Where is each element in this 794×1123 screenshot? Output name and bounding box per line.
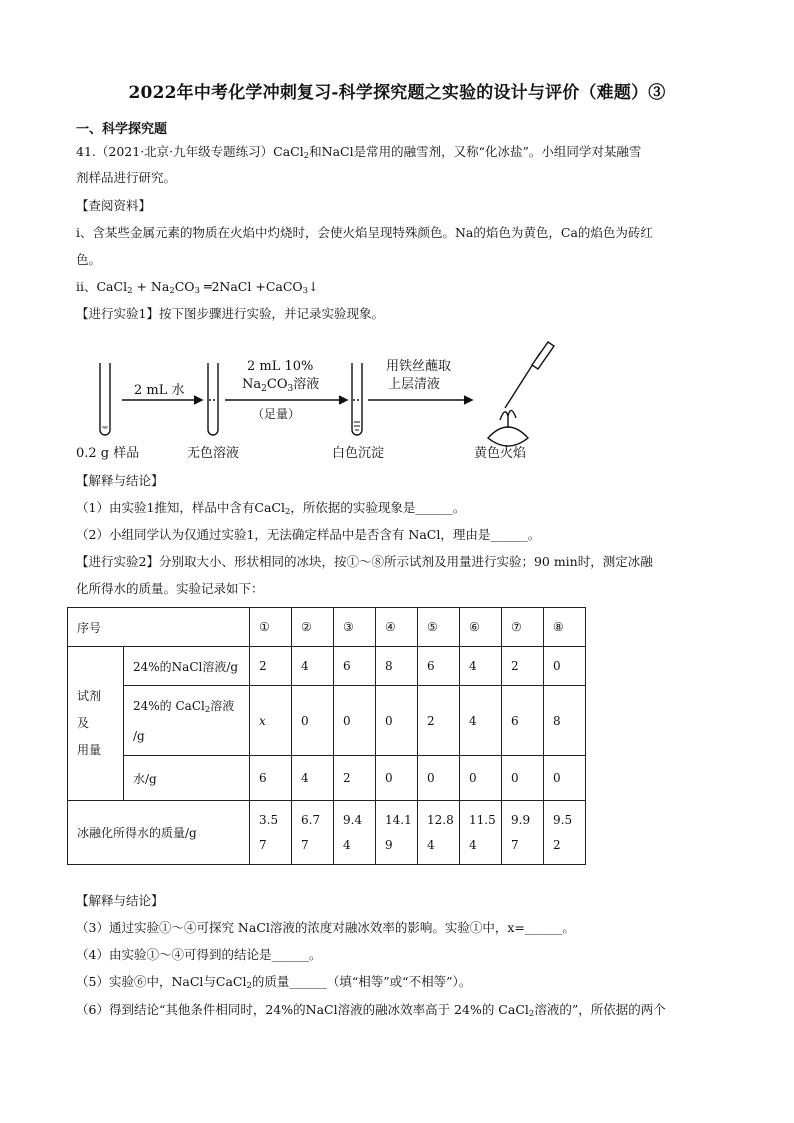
table-cell: 4 bbox=[292, 756, 334, 801]
step3-label-line1: 用铁丝蘸取 bbox=[386, 359, 452, 374]
question-2: （2）小组同学认为仅通过实验1，无法确定样品中是否含有 NaCl，理由是______。 bbox=[76, 527, 541, 542]
table-cell: 9.4 4 bbox=[334, 801, 376, 865]
table-row-result bbox=[68, 801, 586, 865]
col-3: ③ bbox=[334, 608, 376, 647]
test-tube-2 bbox=[208, 363, 218, 435]
reference-i-line1: i、含某些金属元素的物质在火焰中灼烧时，会使火焰呈现特殊颜色。Na的焰色为黄色，Ca的焰色为砖红 bbox=[76, 225, 653, 240]
table-cell: 9.5 2 bbox=[544, 801, 586, 865]
table-cell: 4 bbox=[292, 647, 334, 686]
table-cell: 0 bbox=[460, 756, 502, 801]
question-3: （3）通过实验①～④可探究 NaCl溶液的浓度对融冰效率的影响。实验①中，x=______。 bbox=[76, 920, 575, 935]
step2-label-line1: 2 mL 10% bbox=[247, 359, 314, 374]
table-cell: 11.5 4 bbox=[460, 801, 502, 865]
header-label: 序号 bbox=[68, 608, 250, 647]
table-cell: 0 bbox=[292, 686, 334, 756]
step2-label-line2: $Na_2CO_3$溶液 bbox=[242, 377, 320, 394]
reference-i-line2: 色。 bbox=[76, 252, 102, 267]
table-header-row bbox=[68, 608, 586, 647]
table-cell: 2 bbox=[334, 756, 376, 801]
table-cell: 6.7 7 bbox=[292, 801, 334, 865]
table-cell: 0 bbox=[418, 756, 460, 801]
question-4: （4）由实验①～④可得到的结论是______。 bbox=[76, 947, 322, 962]
table-cell: 0 bbox=[376, 756, 418, 801]
table-cell: 0 bbox=[334, 686, 376, 756]
analysis-2-heading: 【解释与结论】 bbox=[76, 893, 164, 908]
table-row-nacl bbox=[68, 647, 586, 686]
col-7: ⑦ bbox=[502, 608, 544, 647]
row-water-label: 水/g bbox=[124, 756, 250, 801]
table-cell: 2 bbox=[502, 647, 544, 686]
question-5: （5）实验⑥中，NaCl与CaCl$_2$的质量______（填“相等”或“不相等”）。 bbox=[76, 974, 472, 991]
caption-colorless-solution: 无色溶液 bbox=[187, 446, 240, 461]
question-41-line1: 41.（2021·北京·九年级专题练习）CaCl$_2$和NaCl是常用的融雪剂，又称“化冰盐”。小组同学对某融雪 bbox=[76, 144, 642, 161]
table-cell: 4 bbox=[460, 686, 502, 756]
table-cell: 2 bbox=[418, 686, 460, 756]
row-nacl-label: 24%的NaCl溶液/g bbox=[124, 647, 250, 686]
test-tube-1 bbox=[100, 363, 110, 435]
section-heading: 一、科学探究题 bbox=[76, 122, 168, 137]
table-cell: 12.8 4 bbox=[418, 801, 460, 865]
table-cell: 4 bbox=[460, 647, 502, 686]
table-cell: 6 bbox=[334, 647, 376, 686]
table-row-water bbox=[68, 756, 586, 801]
experiment-table bbox=[67, 607, 586, 865]
col-8: ⑧ bbox=[544, 608, 586, 647]
page-title: 2022年中考化学冲刺复习-科学探究题之实验的设计与评价（难题）③ bbox=[128, 83, 666, 103]
table-cell: 6 bbox=[418, 647, 460, 686]
experiment-1-heading: 【进行实验1】按下图步骤进行实验，并记录实验现象。 bbox=[76, 306, 384, 321]
row-cacl2-label: 24%的 CaCl$_2$溶液 /g bbox=[124, 686, 250, 756]
caption-sample: 0.2 g 样品 bbox=[76, 446, 140, 461]
step1-label: 2 mL 水 bbox=[134, 383, 185, 398]
question-6: （6）得到结论“其他条件相同时，24%的NaCl溶液的融冰效率高于 24%的 CaCl$_2$溶液的”，所依据的两个 bbox=[76, 1002, 666, 1019]
test-tube-3 bbox=[352, 363, 362, 435]
table-cell: 2 bbox=[250, 647, 292, 686]
table-cell: 0 bbox=[544, 647, 586, 686]
alcohol-lamp-icon bbox=[488, 427, 528, 446]
table-cell: 0 bbox=[376, 686, 418, 756]
table-cell: 6 bbox=[502, 686, 544, 756]
table-cell: 8 bbox=[376, 647, 418, 686]
col-5: ⑤ bbox=[418, 608, 460, 647]
step3-label-line2: 上层清液 bbox=[388, 377, 441, 392]
question-41-line2: 剂样品进行研究。 bbox=[76, 170, 177, 185]
col-6: ⑥ bbox=[460, 608, 502, 647]
table-row-cacl2 bbox=[68, 686, 586, 756]
group-label: 试剂 及 用量 bbox=[68, 647, 124, 801]
caption-white-precipitate: 白色沉淀 bbox=[332, 446, 385, 461]
experiment-diagram bbox=[70, 338, 570, 468]
table-cell: 14.1 9 bbox=[376, 801, 418, 865]
caption-yellow-flame: 黄色火焰 bbox=[474, 446, 527, 461]
row-result-label: 冰融化所得水的质量/g bbox=[68, 801, 250, 865]
wire-handle bbox=[532, 342, 554, 369]
experiment-2-line1: 【进行实验2】分别取大小、形状相同的冰块，按①～⑧所示试剂及用量进行实验；90 min时，测定冰融 bbox=[76, 554, 653, 569]
col-4: ④ bbox=[376, 608, 418, 647]
col-1: ① bbox=[250, 608, 292, 647]
table-cell-x: x bbox=[250, 686, 292, 756]
question-1: （1）由实验1推知，样品中含有CaCl$_2$，所依据的实验现象是______。 bbox=[76, 500, 466, 517]
table-cell: 3.5 7 bbox=[250, 801, 292, 865]
reference-ii-equation: ii、CaCl$_2$ + $Na_2CO_3$ ═2NaCl +CaCO$_3$↓ bbox=[76, 279, 319, 296]
table-cell: 0 bbox=[502, 756, 544, 801]
table-cell: 8 bbox=[544, 686, 586, 756]
col-2: ② bbox=[292, 608, 334, 647]
experiment-2-line2: 化所得水的质量。实验记录如下： bbox=[76, 581, 264, 596]
reference-heading: 【查阅资料】 bbox=[76, 198, 152, 213]
table-cell: 9.9 7 bbox=[502, 801, 544, 865]
table-cell: 6 bbox=[250, 756, 292, 801]
analysis-1-heading: 【解释与结论】 bbox=[76, 473, 164, 488]
table-cell: 0 bbox=[544, 756, 586, 801]
step2-label-line3: （足量） bbox=[252, 407, 301, 421]
